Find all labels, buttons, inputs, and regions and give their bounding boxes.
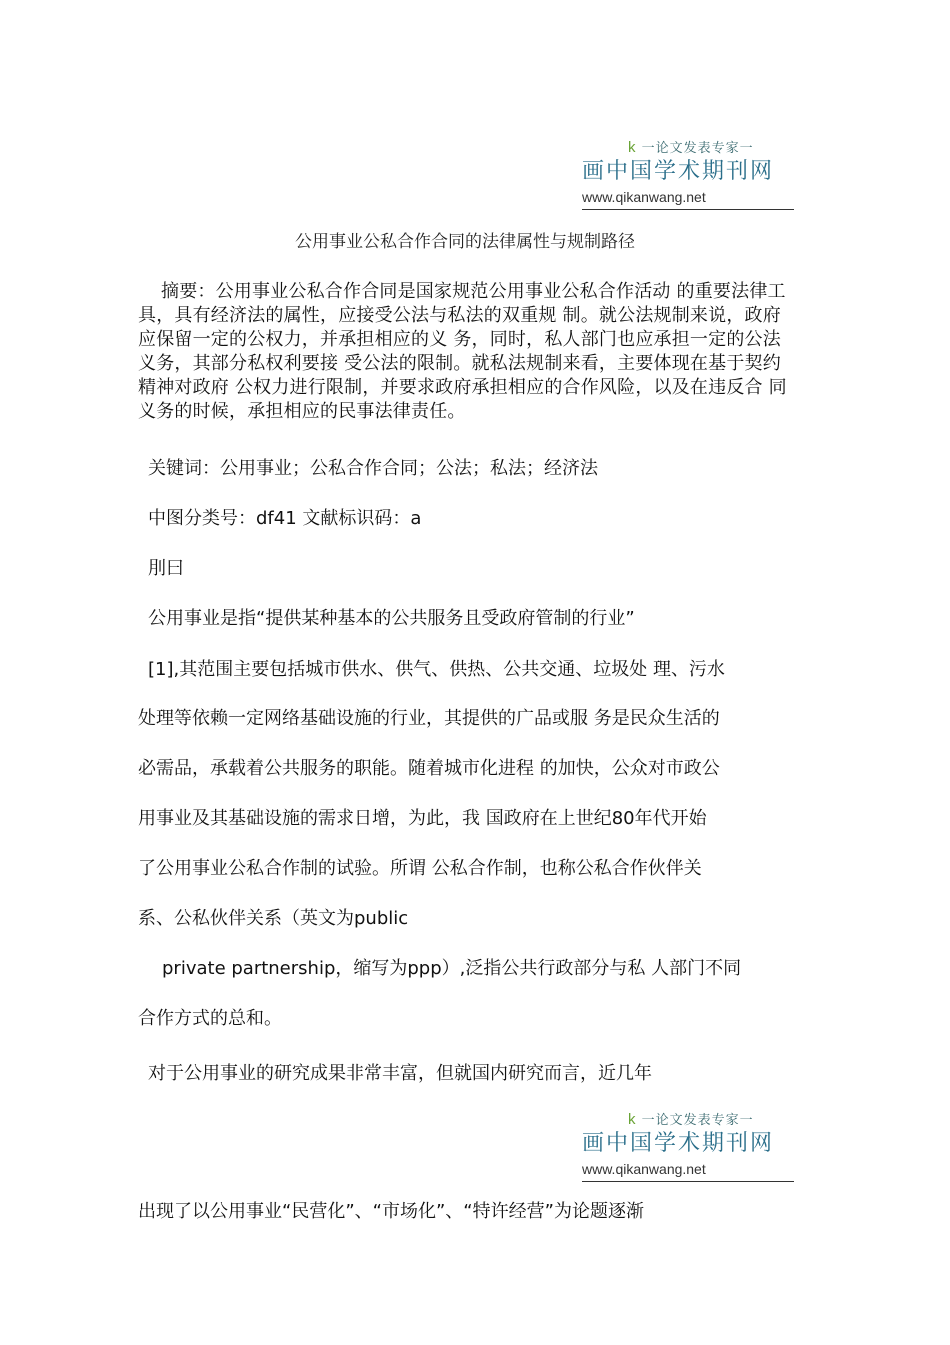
body-line: 对于公用事业的研究成果非常丰富，但就国内研究而言，近几年 bbox=[148, 1063, 652, 1084]
keywords: 关键词：公用事业；公私合作合同；公法；私法；经济法 bbox=[148, 458, 598, 479]
logo-tag-text: 一论文发表专家一 bbox=[641, 141, 754, 156]
logo-name: 画中国学术期刊网 bbox=[582, 1131, 775, 1156]
body-line: 用事业及其基础设施的需求日增，为此，我 国政府在上世纪80年代开始 bbox=[138, 808, 707, 829]
article-title: 公用事业公私合作合同的法律属性与规制路径 bbox=[295, 232, 635, 252]
abstract: 摘要：公用事业公私合作合同是国家规范公用事业公私合作活动 的重要法律工具，具有经济法的属性，应接受公法与私法的双重规 制。就公法规制来说，政府应保留一定的公权力，并承担相应的义 务，同时，私人部门也应承担一定的公法义务，其部分私权利要接 受公法的限制。就私法规制来看，主要体现在基于契约精神对政府 公权力进行限制，并要求政府承担相应的合作风险，以及在违反合 同义务的时候，承担相应的民事法律责任。 bbox=[138, 281, 787, 422]
classification: 中图分类号：df41 文献标识码：a bbox=[148, 508, 422, 529]
logo-tagline bbox=[582, 1112, 794, 1129]
body-line: 系、公私伙伴关系（英文为public bbox=[138, 908, 409, 929]
logo-k-letter: k bbox=[628, 139, 637, 156]
body-line: 合作方式的总和。 bbox=[138, 1008, 282, 1029]
logo-k-letter: k bbox=[628, 1111, 637, 1128]
body-line: 公用事业是指“提供某种基本的公共服务且受政府管制的行业” bbox=[148, 608, 635, 629]
body-line: 出现了以公用事业“民营化”、“市场化”、“特许经营”为论题逐渐 bbox=[138, 1201, 644, 1222]
logo-name: 画中国学术期刊网 bbox=[582, 159, 775, 184]
logo-divider bbox=[582, 209, 794, 210]
footer-logo bbox=[582, 1112, 794, 1182]
header-logo bbox=[582, 140, 794, 210]
logo-tagline bbox=[582, 140, 794, 157]
body-line: 了公用事业公私合作制的试验。所谓 公私合作制，也称公私合作伙伴关 bbox=[138, 858, 702, 879]
preface-heading: 刖曰 bbox=[148, 558, 184, 579]
logo-divider bbox=[582, 1181, 794, 1182]
logo-url: www.qikanwang.net bbox=[582, 1161, 706, 1177]
logo-tag-text: 一论文发表专家一 bbox=[641, 1113, 754, 1128]
body-line: 必需品，承载着公共服务的职能。随着城市化进程 的加快，公众对市政公 bbox=[138, 758, 720, 779]
body-line: [1],其范围主要包括城市供水、供气、供热、公共交通、垃圾处 理、污水 bbox=[148, 659, 725, 680]
body-line: private partnership，缩写为ppp）,泛指公共行政部分与私 人部门不同 bbox=[162, 958, 742, 979]
body-line: 处理等依赖一定网络基础设施的行业，其提供的广品或服 务是民众生活的 bbox=[138, 708, 720, 729]
logo-url: www.qikanwang.net bbox=[582, 189, 706, 205]
